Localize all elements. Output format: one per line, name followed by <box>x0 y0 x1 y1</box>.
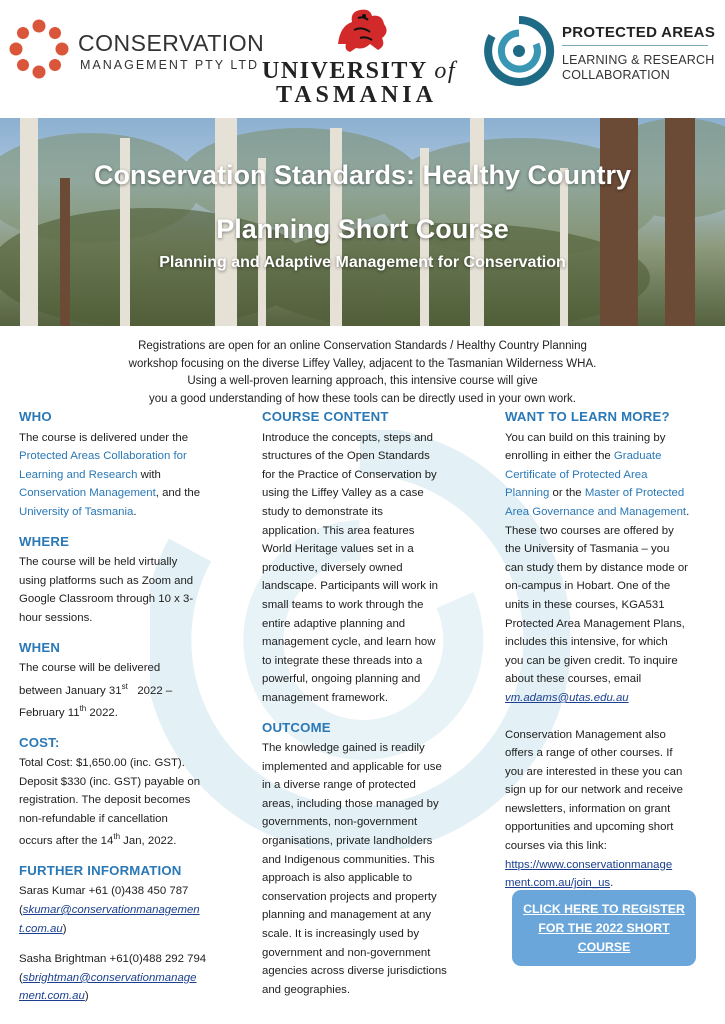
cm-name: CONSERVATION <box>78 30 265 56</box>
conservation-management-logo <box>8 18 70 80</box>
header <box>0 0 725 118</box>
graduate-certificate-link[interactable]: Graduate Certificate of Protected Area Planning <box>505 450 662 500</box>
skumar-email-link[interactable]: skumar@conservationmanagemen t.com.au <box>19 904 200 935</box>
right-column <box>505 408 713 893</box>
cost-heading: COST: <box>19 734 60 750</box>
when-heading: WHEN <box>19 639 61 655</box>
outcome-heading: OUTCOME <box>262 719 331 735</box>
learn-more-heading: WANT TO LEARN MORE? <box>505 409 670 424</box>
university-of-tasmania-link[interactable]: University of Tasmania <box>19 505 134 518</box>
who-heading: WHO <box>19 409 52 424</box>
cost-text: Total Cost: $1,650.00 (inc. GST). Deposit $330 (inc. GST) payable on registration. The deposit becomes non-refundable if cancellation occurs after the 14th Jan, 2022. <box>19 757 201 848</box>
course-content-text: Introduce the concepts, steps and structures of the Open Standards for the Practice of Conservation by using the Liffey Valley as a case study to demonstrate its application. This area features World Heritage values set in a productive, diversely owned landscape. Participants will work in small teams to work through the entire adaptive planning and management cycle, and learn how to integrate these threads into a powerful, ongoing planning and management framework. <box>262 431 438 704</box>
course-content-heading: COURSE CONTENT <box>262 409 389 424</box>
left-column <box>19 408 241 1006</box>
where-heading: WHERE <box>19 533 70 549</box>
pacl-link[interactable]: Protected Areas Collaboration for Learning and Research <box>19 450 187 481</box>
university-name-line2: TASMANIA <box>276 82 437 108</box>
register-button[interactable]: CLICK HERE TO REGISTER FOR THE 2022 SHORT COURSE <box>512 890 696 966</box>
contact-sasha: Sasha Brightman +61(0)488 292 794 (sbrightman@conservationmanage ment.com.au) <box>19 953 207 1003</box>
contact-saras: Saras Kumar +61 (0)438 450 787 (skumar@conservationmanagemen t.com.au) <box>19 885 200 935</box>
hero-subtitle: Planning and Adaptive Management for Conservation <box>159 254 566 271</box>
protected-areas-logo <box>482 14 556 88</box>
learn-more-text: You can build on this training by enrolling in either the Graduate Certificate of Protected Area Planning or the Master of Protected Area Governance and Management. These two courses are offered by the University of Tasmania – you can study them by distance mode or on-campus in Hobart. One of the units in these courses, KGA531 Protected Area Management Plans, includes this intensive, for which you can be given credit. To inquire about these courses, email vm.adams@utas.edu.au <box>505 431 690 704</box>
when-text: The course will be delivered between January 31st 2022 – February 11th 2022. <box>19 662 173 719</box>
pa-title: PROTECTED AREAS <box>562 24 716 41</box>
who-text: The course is delivered under the Protected Areas Collaboration for Learning and Research with Conservation Management, and the University of Tasmania. <box>19 431 201 518</box>
master-protected-area-link[interactable]: Master of Protected Area Governance and Management <box>505 487 687 518</box>
hero-title: Conservation Standards: Healthy Country Planning Short Course <box>93 160 632 244</box>
intro-paragraph: Registrations are open for an online Conservation Standards / Healthy Country Planning workshop focusing on the diverse Liffey Valley, adjacent to the Tasmanian Wilderness WHA. Using a well-proven learning approach, this intensive course will give you a good understanding of how these tools can be directly used in your own work. <box>128 340 597 405</box>
where-text: The course will be held virtually using platforms such as Zoom and Google Classroom through 10 x 3- hour sessions. <box>19 556 194 624</box>
further-info-heading: FURTHER INFORMATION <box>19 862 182 878</box>
middle-column <box>262 408 490 999</box>
conservation-management-link[interactable]: Conservation Management <box>19 487 156 500</box>
sbrightman-email-link[interactable]: sbrightman@conservationmanage ment.com.au <box>19 971 197 1003</box>
university-name-line1: UNIVERSITY of <box>262 58 456 84</box>
pa-divider <box>562 45 708 46</box>
cm-subname: MANAGEMENT PTY LTD <box>80 58 260 72</box>
outcome-text: The knowledge gained is readily implemented and applicable for use in a diverse range of protected areas, including those managed by governments, non-government organisations, private landholders and Indigenous communities. This approach is also applicable to conservation projects and property planning and management at any scale. It is increasingly used by government and non-government agencies across diverse jurisdictions and geographies. <box>262 742 447 996</box>
vm-adams-email-link[interactable]: vm.adams@utas.edu.au <box>505 691 629 704</box>
hero-banner <box>0 118 725 326</box>
join-us-link[interactable]: https://www.conservationmanage ment.com.au/join_us <box>505 858 673 890</box>
university-lion-crest-icon <box>330 4 394 56</box>
cm-courses-text: Conservation Management also offers a range of other courses. If you are interested in these you can sign up for our network and receive newsletters, information on grant opportunities and upcoming short courses via this link: https://www.conservationmanage ment.com.au/join_us. <box>505 728 683 890</box>
pa-subtitle: LEARNING & RESEARCH COLLABORATION <box>562 53 715 82</box>
